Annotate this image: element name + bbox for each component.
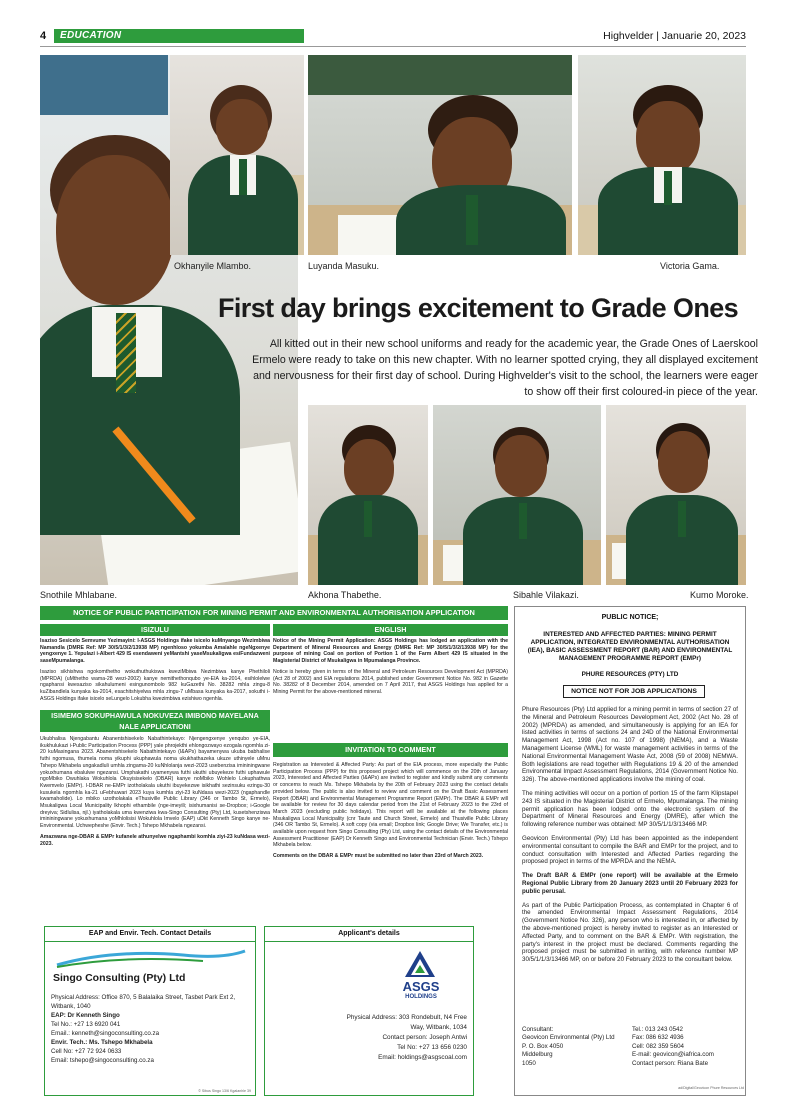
applicant-address-1: Physical Address: 303 Rondebult, N4 Free bbox=[346, 1014, 467, 1021]
contact-email: E-mail: geovicon@iafrica.com bbox=[632, 1051, 714, 1059]
eap-company: Singo Consulting (Pty) Ltd bbox=[53, 972, 186, 984]
contact-cell: Cell: 082 359 5604 bbox=[632, 1042, 684, 1050]
photo-luyanda bbox=[308, 55, 572, 255]
col-header-isizulu: ISIZULU bbox=[40, 624, 270, 636]
eap-email-2: Email: tshepo@singoconsulting.co.za bbox=[51, 1057, 154, 1064]
zulu-para-2: Isaziso sikhishwa ngokomthetho wokuthuthukiswa kweziMbiwa Nezimbiwa kanye Phethiloli (MPRDA) (uMthetho wama-28 wezi-2002) kanye nemithethonqubo ye-EIA ka-2014, esihlolelwe ngaphansi kwesaziso sikahulumeni esingunombolo 982 kuGazethi No. 38282 mhla zingu-8 kuZibandlela kunyaka ka-2014, esachitshiyelwa mhla zingu-7 uMbasa kunyaka ka-2017, sokuthi i-ASGS Holdings ifake isicelo seLungelo Lokubha kwezimbiwa ezishiwo ngenhla. bbox=[40, 668, 270, 702]
eap-contact-box bbox=[44, 926, 256, 1096]
zulu-intro bbox=[40, 638, 270, 706]
asgs-logo-icon bbox=[403, 949, 437, 979]
applicant-tel: Tel No: +27 13 656 0230 bbox=[397, 1044, 467, 1051]
photo-kumo bbox=[606, 405, 746, 585]
caption-akhona: Akhona Thabethe. bbox=[308, 590, 382, 600]
contact-fax: Fax: 086 632 4936 bbox=[632, 1034, 684, 1042]
photo-victoria bbox=[578, 55, 746, 255]
right-para-3: Geovicon Environmental (Pty) Ltd has been appointed as the independent environmental consultant to compile the BAR and EMPr for the project, and to conduct consultation with Interested and Affected Parties regarding the proposed project in terms of the MPRDA and the NEMA. bbox=[522, 834, 738, 866]
eap-details bbox=[51, 993, 255, 1065]
eap-box-title: EAP and Envir. Tech. Contact Details bbox=[88, 930, 212, 937]
contact-tel: Tel.: 013 243 0542 bbox=[632, 1026, 683, 1033]
consultant-line-5: 1050 bbox=[522, 1059, 536, 1067]
zulu-para-4: Amazwana nge-DBAR & EMPr kufanele athunyelwe ngaphambi komhla ziyi-23 kuNdasa wezi-2023. bbox=[40, 833, 270, 847]
eap-email-1: Email.: kenneth@singoconsulting.co.za bbox=[51, 1030, 160, 1037]
notice-not-for-jobs-box: NOTICE NOT FOR JOB APPLICATIONS bbox=[563, 685, 705, 698]
singo-logo-swoosh bbox=[53, 947, 249, 969]
zulu-para-1: Isaziso Sesicelo Semvume Yezimayini: I-ASGS Holdings ifake isicelo kuMnyango Wezimbiwa Namandla (DMRE Ref: MP 30/5/1/3/2/13938 MP) ngenhloso yokumba Amalahle ngeNgxenye yengxenye 1. Yepulazi i-Albert 429 IS esendaweni yeMantshi yaseMsukaligwa esiFundazweni saseMpumalanga. bbox=[40, 638, 270, 665]
consultant-line-4: Middelburg bbox=[522, 1051, 553, 1059]
applicant-box-title: Applicant's details bbox=[338, 930, 400, 937]
asgs-logo-text: ASGS bbox=[402, 979, 440, 994]
right-para-4: The Draft BAR & EMPr (one report) will be available at the Ermelo Regional Public Library from 20 January 2023 until 20 February 2023 for public perusal. bbox=[522, 872, 738, 895]
english-invite-title: INVITATION TO COMMENT bbox=[273, 743, 508, 757]
caption-kumo: Kumo Moroke. bbox=[690, 590, 749, 600]
english-para-2: Notice is hereby given in terms of the Mineral and Petroleum Resources Development Act (MPRDA) (Act 28 of 2002) and EIA regulations 2014, published under Government Notice No. 982 in Gazette No. 38282 of 8 December 2014, amended on 7 April 2017, that ASGS Holdings has applied for a Mining Permit for the above-mentioned mineral. bbox=[273, 668, 508, 695]
contact-block bbox=[632, 1026, 742, 1068]
zulu-invite-body bbox=[40, 736, 270, 851]
eap-address: Physical Address: Office 870, 5 Balalaika Street, Tasbet Park Ext 2, Witbank, 1040 bbox=[51, 994, 236, 1010]
applicant-contact: Contact person: Joseph Antwi bbox=[382, 1034, 467, 1041]
photo-sibahle bbox=[433, 405, 601, 585]
eap-cell: Cell No: +27 72 924 0633 bbox=[51, 1048, 122, 1055]
consultant-block bbox=[522, 1026, 622, 1068]
page-number: 4 bbox=[40, 30, 47, 42]
consultant-line-3: P. O. Box 4050 bbox=[522, 1042, 564, 1050]
notice-right-credit: ad/Digital/Geovicon Phure Resources Ltd bbox=[678, 1086, 744, 1090]
notice-right-title: PUBLIC NOTICE; bbox=[601, 614, 659, 621]
article-headline: First day brings excitement to Grade Ones bbox=[218, 293, 739, 323]
notice-right-company: PHURE RESOURCES (PTY) LTD bbox=[581, 671, 679, 678]
caption-luyanda: Luyanda Masuku. bbox=[308, 261, 380, 271]
contact-person: Contact person: Riana Bate bbox=[632, 1059, 709, 1067]
caption-victoria: Victoria Gama. bbox=[660, 261, 720, 271]
english-para-1: Notice of the Mining Permit Application: ASGS Holdings has lodged an application with the Department of Mineral Resources and Energy (DMRE Ref: MP 30/5/1/3/2/13938 MP) for the purpose of mining Coal on portion of Portion 1 of the Farm Albert 429 IS situated in the Magisterial District of Msukaligwa in Mpumalanga Province. bbox=[273, 638, 508, 665]
consultant-line-2: Geovicon Environmental (Pty) Ltd bbox=[522, 1034, 615, 1042]
article-deck: All kitted out in their new school uniforms and ready for the academic year, the Grade Ones of Laerskool Ermelo were ready to take on this new chapter. With no learner spotted crying, they all displayed excitement and nervousness for their first day of school. During Highvelder's visit to the school, the learners were eager to show off their first coloured-in piece of the year. bbox=[252, 338, 758, 398]
notice-left-title: NOTICE OF PUBLIC PARTICIPATION FOR MINING PERMIT AND ENVIRONMENTAL AUTHORISATION APPLICATION bbox=[40, 606, 508, 620]
eap-tech: Envir. Tech.: Ms. Tshepo Mkhabela bbox=[51, 1039, 153, 1046]
caption-snothile: Snothile Mhlabane. bbox=[40, 590, 118, 600]
zulu-para-3: Ukubhalisa Njengabantu Abanentshisekelo Nabathintekayo: Njengengxenye yenqubo ye-EIA, ikukhulukazi i-Public Participation Process (PPP) yale phrojekthi ehlongozwayo ezogala ngomhla zi-20 kuMasingana 2023. Abanentshisekelo Nabathintekayo (I&APs) bayamenywa ukuba babhalise futhi ngomusa, thumela noma yikuphi ukuphawula noma ukukhathazeka ukuze uthinyele uMnu Tshepo Mkhabela ungakadluli umhla zingama-20 kuNhlolanja wezi-2023 usebenzisa imininingwane yokuxhumana ebalulwe ngezansi. Umphakathi uyamenywa futhi ukuthi ubuyekeze futhi uphawule ngoMbiko Owuhlaka Wokuhlola Okuyisisekelo (DBAR) kanye noMbiko Wohlelo Lokuphathwa Kwemvelo (EMPr). I-DBAR ne-EMPr izotholakala ukuthi ibuyekezwe isikhathi sezinsuku ezingu-30 kusukela ngomhla ka-21 uFebhuwari 2023 kuya kumhla ziyi-23 kuNdasa wezi-2023 (ngaphandle kwamaholide). Lo mbiko uzotholakala eThusiville Public Library (346 or Tambo St, Ermelo), Msukaligwa Local Municipality lkhophi ethambile (nge-imeyili; isixhumanisi se-Dropbox; i-Google dreyiva; Sidlulisa, njl.) iyatholakala uma kwenziwa kwa-Singo Consulting (Pty) Ltd, kusetshenziswa imininingwane yokuxhumana yoMhlolisisi Wokuhlola Imvelo (EAP) uDkt Kenneth Singo kanye ne-Environmental. Uchwepheshe (Envir. Tech.) Tshepo Mkhabela ngezansi. bbox=[40, 736, 270, 830]
right-para-2: The mining activities will occur on a portion of portion 15 of the farm Klipstapel 243 IS situated in the Magisterial District of Ermelo, Mpumalanga. The mining permit application has been lodged onto the electronic system of the Department of Mineral Resources and Energy (DMRE), after which the following reference number was obtained: MP 30/5/1/1/3/13466 MP. bbox=[522, 789, 738, 829]
asgs-logo-sub: HOLDINGS bbox=[405, 994, 437, 1000]
caption-sibahle: Sibahle Vilakazi. bbox=[513, 590, 579, 600]
notice-right-body bbox=[522, 706, 738, 970]
notice-right-subtitle: INTERESTED AND AFFECTED PARTIES: MINING PERMIT APPLICATION, INTEGRATED ENVIRONMENTAL AUTHORISATION (IEA), BASIC ASSESSMENT REPORT (BAR) AND ENVIRONMENTAL MANAGEMENT PROGRAMME REPORT (EMPr) bbox=[527, 631, 733, 662]
publication-dateline: Highvelder | Januarie 20, 2023 bbox=[603, 30, 746, 42]
applicant-email: Email: holdings@asgscoal.com bbox=[378, 1054, 467, 1061]
zulu-invite-title: ISIMEMO SOKUPHAWULA NOKUVEZA IMIBONO MAYELANA NALE APPLICATIONI bbox=[40, 710, 270, 732]
english-intro bbox=[273, 638, 508, 700]
col-header-english: ENGLISH bbox=[273, 624, 508, 636]
eap-tel: Tel No.: +27 13 6920 041 bbox=[51, 1021, 121, 1028]
eap-credit: © Sibus Singo 13/6 Kgalanhle 39 bbox=[198, 1089, 251, 1093]
applicant-details bbox=[269, 1013, 467, 1063]
eap-name: EAP: Dr Kenneth Singo bbox=[51, 1012, 120, 1019]
consultant-line-1: Consultant: bbox=[522, 1026, 554, 1033]
section-label: EDUCATION bbox=[54, 29, 304, 43]
applicant-box bbox=[264, 926, 474, 1096]
header-rule bbox=[40, 46, 746, 47]
right-para-1: Phure Resources (Pty) Ltd applied for a mining permit in terms of section 27 of the Mineral and Petroleum Resources Development Act, 2002 (Act No. 28 of 2002) (MPRDA) as amended, and simultaneously is applying for an IEA for listed activities in terms of sections 24 and 24D of the National Environmental Management Act, 1998 (Act no. 107 of 1998) (NEMA), and a Waste Management License (WML) for waste management activities in terms of the National Environmental Management Waste Act, 2008 (59 of 2008) NEMWA. Both legislations are read together with Regulations 19 & 20 of the amended Environmental Impact Assessment Regulations, 2014 (Government Notice No. 326). The above-mentioned applications involve the mining of coal. bbox=[522, 706, 738, 784]
english-para-4: Comments on the DBAR & EMPr must be submitted no later than 23rd of March 2023. bbox=[273, 853, 484, 860]
photo-akhona bbox=[308, 405, 428, 585]
caption-okhanyile: Okhanyile Mlambo. bbox=[174, 261, 252, 271]
english-invite-body bbox=[273, 762, 508, 864]
applicant-address-2: Way, Witbank, 1034 bbox=[410, 1024, 467, 1031]
right-para-5: As part of the Public Participation Process, as contemplated in Chapter 6 of the amended Environmental Impact Assessment Regulations, 2014 (Government Notice No. 326), any person who is interested in, or affected by the above-mentioned project is hereby invited to register as an Interested or Affected Party, and to comment on the BAR & EMPr. With registration, the party's interest in the project must be declared. Comments regarding the proposed project must be submitted in writing, with reference number MP 30/5/1/1/3/13466 MP, on or before 20 February 2023 to the consultant below. bbox=[522, 901, 738, 964]
english-para-3: Registration as Interested & Affected Party: As part of the EIA process, more especially the Public Participation Process (PPP) for this proposed project which will commence on the 20th of January 2023, Interested and Affected Parties (I&APs) are invited to register and kindly submit any comments or concerns to reach Ms. Tshepo Mkhabela by the 20th of February 2023 using the contact details provided below. The public is also invited to review and comment on the Draft Basic Assessment Report (DBAR) and Environmental Management Programme Report (EMPr). The DBAR & EMPr will be available for review for 30 days calendar period from the 21st of February 2023 to the 23rd of March 2023 (excluding public holidays). This report will be available at the following places Msukaligwa Local Municipality (cnr Taute and Church Street, Ermelo) and Thusiville Public Library (346 OR Tambo St, Ermelo). A soft copy (via email; Dropbox link; Google Drive; We Transfer, etc.) is available upon request from Singo Consulting (Pty) Ltd, using the contact details of the Environmental Assessment Practitioner (EAP) Dr Kenneth Singo and Environmental Technician (Envir. Tech.) Tshepo Mkhabela below. bbox=[273, 762, 508, 849]
